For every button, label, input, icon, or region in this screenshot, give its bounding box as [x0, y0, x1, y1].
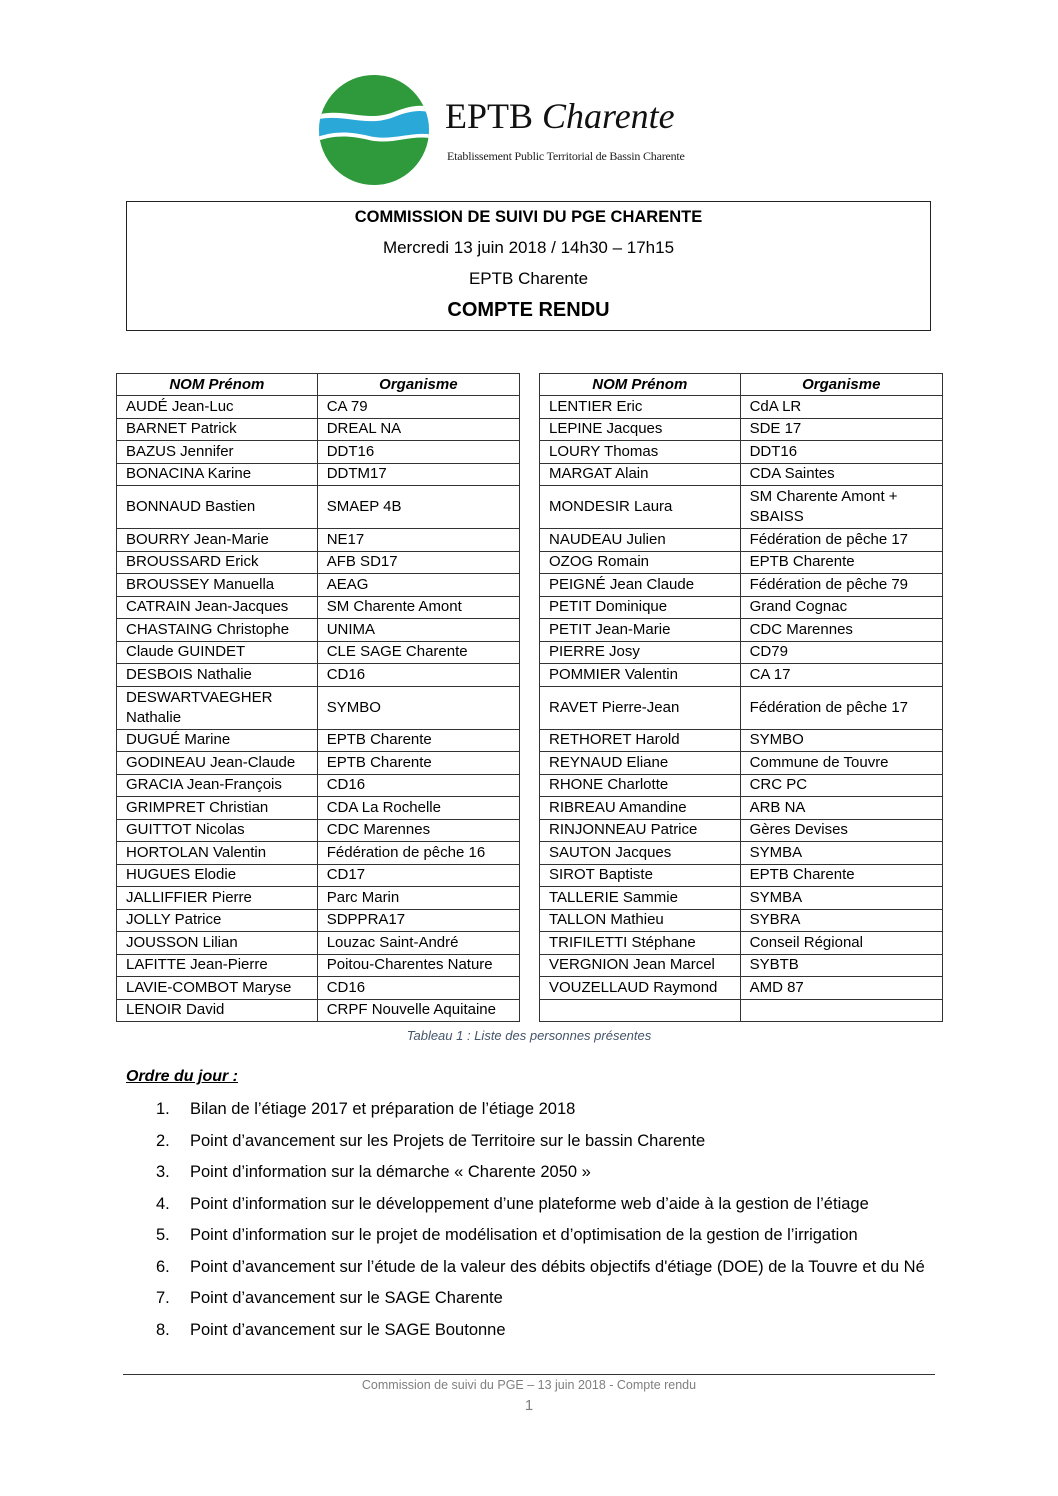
attendee-organisation: CD16	[317, 774, 519, 797]
table-row	[540, 752, 943, 775]
footer-divider	[123, 1374, 935, 1375]
attendee-name: GODINEAU Jean-Claude	[117, 752, 318, 775]
attendee-name: TALLERIE Sammie	[540, 887, 741, 910]
attendee-organisation: EPTB Charente	[317, 752, 519, 775]
attendee-name: MONDESIR Laura	[540, 486, 741, 529]
agenda-item	[126, 1286, 938, 1310]
table-row	[540, 977, 943, 1000]
table-row	[540, 418, 943, 441]
attendee-name: GRACIA Jean-François	[117, 774, 318, 797]
attendee-name: TRIFILETTI Stéphane	[540, 932, 741, 955]
table-row	[117, 954, 520, 977]
attendee-organisation: CD79	[740, 641, 942, 664]
agenda-item-number: 8.	[156, 1320, 170, 1339]
attendee-organisation: DDT16	[317, 441, 519, 464]
table-row	[540, 774, 943, 797]
attendee-organisation: AEAG	[317, 574, 519, 597]
attendee-name: PEIGNÉ Jean Claude	[540, 574, 741, 597]
attendee-name: HORTOLAN Valentin	[117, 842, 318, 865]
table-header-row	[117, 374, 520, 396]
attendee-organisation: Conseil Régional	[740, 932, 942, 955]
attendee-name: RETHORET Harold	[540, 729, 741, 752]
table-row	[117, 774, 520, 797]
logo-title-bold: EPTB	[445, 96, 534, 136]
attendee-organisation: SYMBO	[317, 686, 519, 729]
agenda-item	[126, 1318, 938, 1342]
attendee-organisation: SYMBA	[740, 842, 942, 865]
attendee-name: LOURY Thomas	[540, 441, 741, 464]
table-row	[117, 486, 520, 529]
table-row	[117, 619, 520, 642]
attendee-name: VOUZELLAUD Raymond	[540, 977, 741, 1000]
attendee-name: RIBREAU Amandine	[540, 797, 741, 820]
agenda-item	[126, 1192, 938, 1216]
attendee-organisation: CDA La Rochelle	[317, 797, 519, 820]
table-row	[540, 729, 943, 752]
attendee-name: GUITTOT Nicolas	[117, 819, 318, 842]
eptb-logo	[312, 74, 732, 186]
attendee-organisation: Parc Marin	[317, 887, 519, 910]
attendee-name: PETIT Jean-Marie	[540, 619, 741, 642]
table-row	[540, 463, 943, 486]
attendee-organisation	[740, 999, 942, 1022]
table-row	[117, 909, 520, 932]
table-row	[540, 864, 943, 887]
meeting-date: Mercredi 13 juin 2018 / 14h30 – 17h15	[382, 238, 675, 257]
table-row	[117, 664, 520, 687]
attendee-name: LAFITTE Jean-Pierre	[117, 954, 318, 977]
table-row	[117, 864, 520, 887]
agenda-item-text: Point d’information sur la démarche « Charente 2050 »	[190, 1163, 591, 1181]
attendee-organisation: ARB NA	[740, 797, 942, 820]
column-header-org: Organisme	[317, 374, 519, 396]
attendee-organisation: SYBTB	[740, 954, 942, 977]
attendee-name: GRIMPRET Christian	[117, 797, 318, 820]
agenda-item-number: 5.	[156, 1226, 170, 1244]
table-row	[117, 529, 520, 552]
table-row	[540, 641, 943, 664]
attendee-name: TALLON Mathieu	[540, 909, 741, 932]
attendee-organisation: SM Charente Amont	[317, 596, 519, 619]
attendee-name: PETIT Dominique	[540, 596, 741, 619]
attendee-name: HUGUES Elodie	[117, 864, 318, 887]
table-row	[540, 396, 943, 419]
table-row	[117, 574, 520, 597]
attendee-organisation: Fédération de pêche 16	[317, 842, 519, 865]
table-row	[540, 954, 943, 977]
attendee-name: OZOG Romain	[540, 551, 741, 574]
table-row	[540, 887, 943, 910]
attendee-name: PIERRE Josy	[540, 641, 741, 664]
table-row	[540, 551, 943, 574]
table-row	[117, 418, 520, 441]
table-row	[117, 999, 520, 1022]
attendee-organisation: CD16	[317, 664, 519, 687]
attendee-name: MARGAT Alain	[540, 463, 741, 486]
attendee-name: LEPINE Jacques	[540, 418, 741, 441]
attendee-name: DESWARTVAEGHER Nathalie	[117, 686, 318, 729]
attendee-organisation: CDC Marennes	[740, 619, 942, 642]
agenda-item-text: Point d’information sur le projet de modélisation et d’optimisation de la gestion de l’irrigation	[190, 1226, 858, 1244]
attendee-organisation: CdA LR	[740, 396, 942, 419]
table-row	[117, 463, 520, 486]
attendance-table-right	[539, 373, 943, 1022]
attendee-name: CHASTAING Christophe	[117, 619, 318, 642]
attendee-name: BAZUS Jennifer	[117, 441, 318, 464]
attendee-organisation: AFB SD17	[317, 551, 519, 574]
logo-title-italic: Charente	[542, 96, 675, 136]
attendee-name	[540, 999, 741, 1022]
attendee-organisation: DDTM17	[317, 463, 519, 486]
attendee-organisation: EPTB Charente	[740, 551, 942, 574]
attendee-organisation: SYMBO	[740, 729, 942, 752]
footer-text: Commission de suivi du PGE – 13 juin 2018 - Compte rendu	[361, 1378, 697, 1392]
attendee-organisation: CA 79	[317, 396, 519, 419]
attendee-organisation: Poitou-Charentes Nature	[317, 954, 519, 977]
table-row	[117, 842, 520, 865]
attendance-table-left	[116, 373, 520, 1022]
page-number: 1	[524, 1397, 534, 1414]
agenda-item-number: 2.	[156, 1131, 170, 1150]
attendee-name: BROUSSARD Erick	[117, 551, 318, 574]
table-row	[540, 596, 943, 619]
logo-title	[445, 96, 675, 136]
attendee-name: BARNET Patrick	[117, 418, 318, 441]
meeting-place: EPTB Charente	[468, 269, 589, 288]
agenda-item-text: Point d’avancement sur les Projets de Territoire sur le bassin Charente	[190, 1131, 706, 1150]
table-row	[117, 797, 520, 820]
attendee-name: POMMIER Valentin	[540, 664, 741, 687]
table-row	[117, 396, 520, 419]
agenda-item	[126, 1255, 938, 1279]
attendee-organisation: AMD 87	[740, 977, 942, 1000]
agenda-item-number: 1.	[156, 1100, 170, 1118]
agenda-item-text: Point d’information sur le développement d’une plateforme web d’aide à la gestion de l’étiage	[190, 1194, 869, 1213]
agenda-item-number: 4.	[156, 1194, 170, 1213]
attendee-organisation: DREAL NA	[317, 418, 519, 441]
attendee-organisation: CDA Saintes	[740, 463, 942, 486]
attendee-organisation: EPTB Charente	[740, 864, 942, 887]
attendee-organisation: CA 17	[740, 664, 942, 687]
column-header-org: Organisme	[740, 374, 942, 396]
attendee-name: JALLIFFIER Pierre	[117, 887, 318, 910]
attendee-name: LENTIER Eric	[540, 396, 741, 419]
attendee-name: BROUSSEY Manuella	[117, 574, 318, 597]
table-caption: Tableau 1 : Liste des personnes présentes	[406, 1028, 652, 1043]
attendee-organisation: CDC Marennes	[317, 819, 519, 842]
document-type: COMPTE RENDU	[447, 299, 610, 321]
table-row	[540, 574, 943, 597]
attendee-organisation: CRPF Nouvelle Aquitaine	[317, 999, 519, 1022]
table-row	[117, 686, 520, 729]
attendee-name: JOUSSON Lilian	[117, 932, 318, 955]
attendee-name: LENOIR David	[117, 999, 318, 1022]
table-row	[540, 842, 943, 865]
attendee-name: SIROT Baptiste	[540, 864, 741, 887]
agenda-item	[126, 1160, 938, 1184]
attendee-name: LAVIE-COMBOT Maryse	[117, 977, 318, 1000]
header-box	[126, 201, 931, 331]
attendee-organisation: CD16	[317, 977, 519, 1000]
attendee-organisation: SMAEP 4B	[317, 486, 519, 529]
attendee-organisation: Gères Devises	[740, 819, 942, 842]
table-row	[117, 441, 520, 464]
table-row	[540, 797, 943, 820]
agenda-item-number: 7.	[156, 1289, 170, 1307]
attendee-name: AUDÉ Jean-Luc	[117, 396, 318, 419]
attendee-name: Claude GUINDET	[117, 641, 318, 664]
attendee-organisation: Fédération de pêche 17	[740, 686, 942, 729]
attendee-name: JOLLY Patrice	[117, 909, 318, 932]
attendee-name: NAUDEAU Julien	[540, 529, 741, 552]
attendee-organisation: EPTB Charente	[317, 729, 519, 752]
agenda-item-text: Point d’avancement sur l’étude de la valeur des débits objectifs d'étiage (DOE) de la Touvre et du Né	[190, 1257, 925, 1276]
agenda-item	[126, 1129, 938, 1153]
agenda-list	[126, 1097, 938, 1349]
attendee-name: BOURRY Jean-Marie	[117, 529, 318, 552]
table-row	[540, 999, 943, 1022]
attendee-organisation: SYMBA	[740, 887, 942, 910]
attendee-organisation: Fédération de pêche 79	[740, 574, 942, 597]
attendee-organisation: Commune de Touvre	[740, 752, 942, 775]
table-row	[540, 664, 943, 687]
column-header-name: NOM Prénom	[540, 374, 741, 396]
table-row	[117, 887, 520, 910]
attendee-name: RHONE Charlotte	[540, 774, 741, 797]
column-header-name: NOM Prénom	[117, 374, 318, 396]
attendee-organisation: SDPPRA17	[317, 909, 519, 932]
table-row	[117, 752, 520, 775]
attendee-name: REYNAUD Eliane	[540, 752, 741, 775]
attendee-organisation: Louzac Saint-André	[317, 932, 519, 955]
agenda-item-number: 3.	[156, 1163, 170, 1181]
table-row	[117, 641, 520, 664]
agenda-title: Ordre du jour :	[126, 1068, 238, 1085]
table-row	[117, 977, 520, 1000]
table-row	[540, 819, 943, 842]
attendee-organisation: CD17	[317, 864, 519, 887]
table-row	[117, 819, 520, 842]
attendee-name: BONNAUD Bastien	[117, 486, 318, 529]
attendee-organisation: SM Charente Amont + SBAISS	[740, 486, 942, 529]
eptb-emblem-icon	[314, 74, 434, 186]
agenda-item-text: Point d’avancement sur le SAGE Boutonne	[190, 1320, 506, 1339]
attendee-name: RINJONNEAU Patrice	[540, 819, 741, 842]
agenda-item	[126, 1223, 938, 1247]
table-row	[540, 909, 943, 932]
agenda-item-text: Bilan de l’étiage 2017 et préparation de l’étiage 2018	[190, 1100, 576, 1118]
attendee-organisation: Fédération de pêche 17	[740, 529, 942, 552]
table-row	[540, 529, 943, 552]
attendee-organisation: SDE 17	[740, 418, 942, 441]
attendee-organisation: NE17	[317, 529, 519, 552]
attendee-organisation: DDT16	[740, 441, 942, 464]
attendee-organisation: CRC PC	[740, 774, 942, 797]
attendee-name: BONACINA Karine	[117, 463, 318, 486]
table-row	[540, 486, 943, 529]
table-header-row	[540, 374, 943, 396]
table-row	[117, 932, 520, 955]
attendee-organisation: Grand Cognac	[740, 596, 942, 619]
attendee-name: DESBOIS Nathalie	[117, 664, 318, 687]
table-row	[540, 686, 943, 729]
agenda-item-text: Point d’avancement sur le SAGE Charente	[190, 1289, 503, 1307]
table-row	[117, 596, 520, 619]
attendee-name: SAUTON Jacques	[540, 842, 741, 865]
attendee-name: RAVET Pierre-Jean	[540, 686, 741, 729]
table-row	[117, 551, 520, 574]
table-row	[540, 619, 943, 642]
agenda-item	[126, 1097, 938, 1121]
attendee-organisation: CLE SAGE Charente	[317, 641, 519, 664]
attendee-name: DUGUÉ Marine	[117, 729, 318, 752]
attendee-organisation: UNIMA	[317, 619, 519, 642]
attendee-name: CATRAIN Jean-Jacques	[117, 596, 318, 619]
attendee-name: VERGNION Jean Marcel	[540, 954, 741, 977]
logo-subtitle: Etablissement Public Territorial de Bassin Charente	[447, 149, 685, 163]
document-title: COMMISSION DE SUIVI DU PGE CHARENTE	[354, 208, 703, 226]
table-row	[540, 441, 943, 464]
table-row	[540, 932, 943, 955]
attendee-organisation: SYBRA	[740, 909, 942, 932]
table-row	[117, 729, 520, 752]
agenda-item-number: 6.	[156, 1257, 170, 1276]
